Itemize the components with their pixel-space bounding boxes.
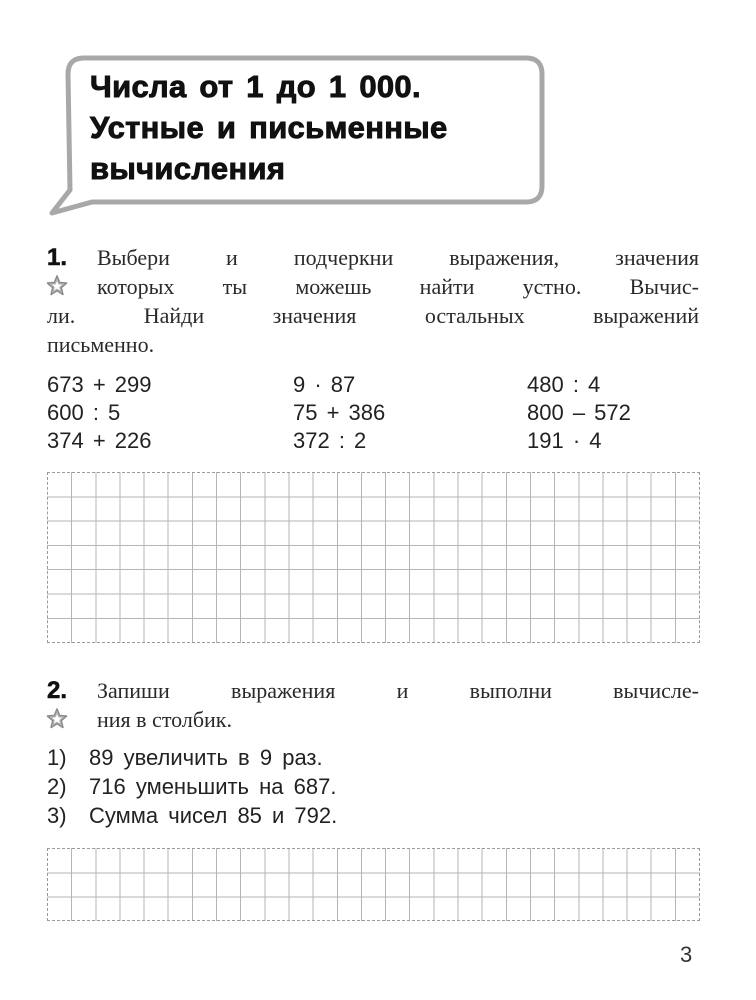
expression-column-3 — [527, 371, 631, 455]
instruction-line: Выбери и подчеркни выражения, значения — [97, 245, 699, 270]
title-line-2: Устные и письменные — [90, 110, 448, 145]
task-list — [47, 743, 337, 830]
expression: 75 + 386 — [293, 400, 386, 425]
star-outline-icon — [45, 707, 69, 731]
expression: 800 – 572 — [527, 400, 631, 425]
exercise-number: 2. — [47, 677, 68, 704]
page-title — [90, 66, 530, 189]
task-item — [47, 772, 337, 801]
expression-column-1 — [47, 371, 151, 455]
instruction-line: которых ты можешь найти устно. Вычис- — [97, 274, 699, 299]
expression-column-2 — [293, 371, 385, 455]
instruction-line: ния в столбик. — [97, 707, 232, 732]
exercise-instructions — [47, 243, 699, 359]
task-index: 2) — [47, 774, 67, 799]
task-text: 716 уменьшить на 687. — [89, 774, 337, 799]
expression: 480 : 4 — [527, 372, 601, 397]
title-line-1: Числа от 1 до 1 000. — [90, 69, 421, 104]
expression: 372 : 2 — [293, 428, 367, 453]
expression: 600 : 5 — [47, 400, 121, 425]
task-item — [47, 743, 337, 772]
exercise-instructions — [47, 676, 699, 734]
task-index: 3) — [47, 803, 67, 828]
instruction-line: письменно. — [47, 332, 155, 357]
task-text: Сумма чисел 85 и 792. — [89, 803, 338, 828]
exercise-1 — [47, 243, 699, 359]
graph-paper-answer-area-1[interactable] — [47, 472, 700, 643]
expression: 673 + 299 — [47, 372, 152, 397]
expression: 9 · 87 — [293, 372, 356, 397]
exercise-number: 1. — [47, 244, 68, 271]
expression: 191 · 4 — [527, 428, 602, 453]
graph-paper-answer-area-2[interactable] — [47, 848, 700, 921]
page-number: 3 — [680, 942, 693, 967]
expression: 374 + 226 — [47, 428, 152, 453]
title-line-3: вычисления — [90, 151, 286, 186]
task-item — [47, 801, 337, 830]
task-index: 1) — [47, 745, 67, 770]
star-outline-icon — [45, 274, 69, 298]
instruction-line: ли. Найди значения остальных выражений — [47, 303, 699, 328]
exercise-2 — [47, 676, 699, 734]
task-text: 89 увеличить в 9 раз. — [89, 745, 323, 770]
instruction-line: Запиши выражения и выполни вычисле- — [97, 678, 699, 703]
